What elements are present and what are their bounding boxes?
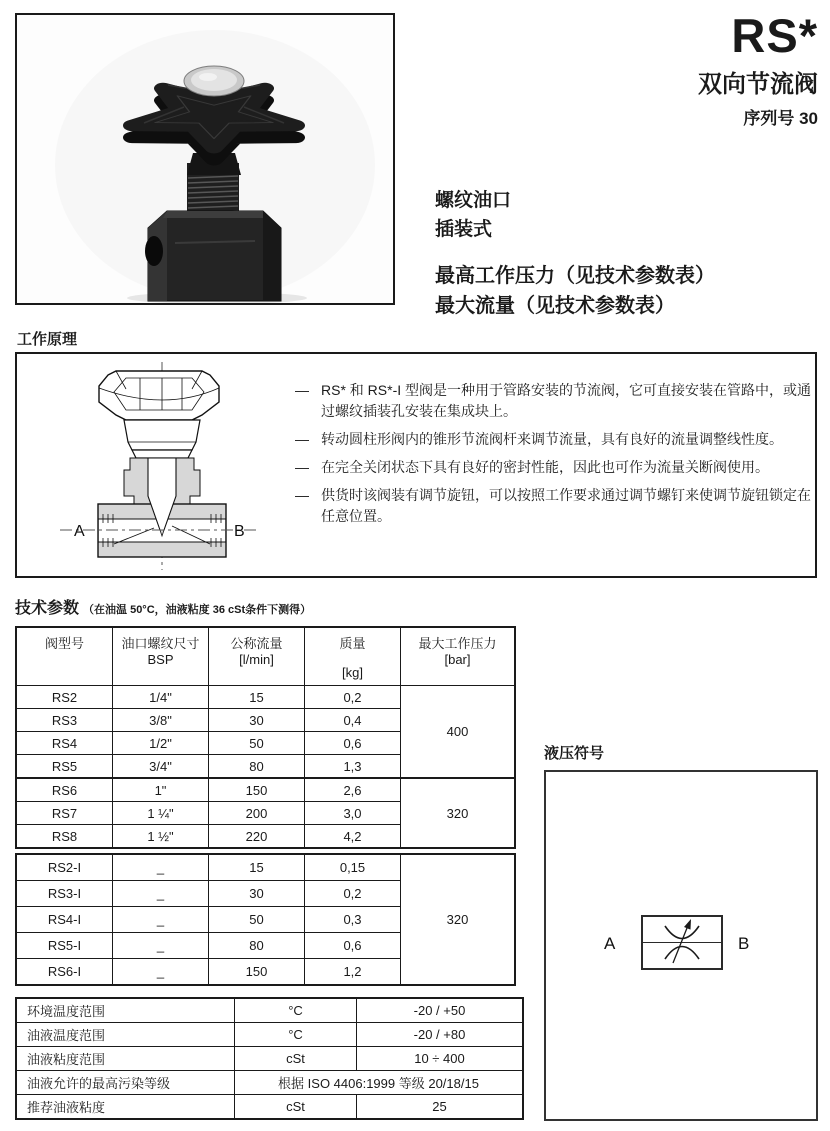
table-row: RS6-I _ 150 1,2 [16, 959, 515, 986]
symbol-port-b-label: B [738, 934, 750, 953]
table-row: RS7 1 ¼" 200 3,0 [16, 802, 515, 825]
tech-params-condition-note: （在油温 50°C，油液粘度 36 cSt条件下测得） [83, 604, 312, 616]
hydraulic-symbol-heading: 液压符号 [544, 745, 605, 762]
bullet-text: 在完全关闭状态下具有良好的密封性能，因此也可作为流量关断阀使用。 [321, 459, 769, 475]
bullet-dash: — [295, 459, 309, 475]
tech-params-heading [15, 595, 311, 618]
col-header-flow: 公称流量 [l/min] [209, 627, 305, 686]
bullet-text: 转动圆柱形阀内的锥形节流阀杆来调节流量，具有良好的流量调整线性度。 [321, 431, 783, 447]
page-title: RS* [731, 9, 818, 62]
table-row: RS5 3/4" 80 1,3 [16, 755, 515, 779]
working-principle-bullets [295, 380, 817, 534]
intro-mount-type: 插装式 [435, 219, 493, 240]
pressure-320-cell: 320 [401, 854, 516, 985]
hydraulic-symbol-section [544, 770, 818, 1121]
throttle-valve-symbol [546, 772, 816, 1119]
product-photo-frame [15, 13, 395, 305]
table-row: 推荐油液粘度 cSt 25 [16, 1095, 523, 1120]
table-row: RS8 1 ½" 220 4,2 [16, 825, 515, 849]
table-row: RS4-I _ 50 0,3 [16, 907, 515, 933]
bullet-item [295, 485, 817, 527]
product-name: 双向节流阀 [698, 71, 818, 98]
col-header-bsp: 油口螺纹尺寸 BSP [113, 627, 209, 686]
col-header-mass: 质量 [kg] [305, 627, 401, 686]
series-label: 序列号 30 [743, 109, 818, 128]
diagram-port-a-label: A [74, 523, 85, 540]
col-header-pressure: 最大工作压力 [bar] [401, 627, 516, 686]
table-row: RS3-I _ 30 0,2 [16, 881, 515, 907]
conditions-table [15, 997, 524, 1120]
pressure-400-cell: 400 [401, 686, 516, 779]
tech-params-table-cartridge [15, 853, 516, 986]
tech-params-table-threaded [15, 626, 516, 849]
table-row: 环境温度范围 °C -20 / +50 [16, 998, 523, 1023]
contamination-class-cell: 根据 ISO 4406:1999 等级 20/18/15 [235, 1071, 524, 1095]
working-principle-section [15, 352, 817, 578]
table-row: 油液温度范围 °C -20 / +80 [16, 1023, 523, 1047]
table-row: RS4 1/2" 50 0,6 [16, 732, 515, 755]
bullet-dash: — [295, 487, 309, 503]
valve-cross-section-diagram [52, 358, 277, 573]
table-row: 油液允许的最高污染等级 根据 ISO 4406:1999 等级 20/18/15 [16, 1071, 523, 1095]
bullet-item [295, 429, 817, 450]
symbol-port-a-label: A [604, 934, 616, 953]
bullet-item [295, 457, 817, 478]
tech-params-title: 技术参数 [15, 600, 80, 617]
table-row: RS2 1/4" 15 0,2 400 [16, 686, 515, 709]
pressure-320-cell: 320 [401, 778, 516, 848]
title-block [698, 9, 818, 129]
intro-port-type: 螺纹油口 [435, 190, 512, 211]
bullet-text: 供货时该阀装有调节旋钮，可以按照工作要求通过调节螺钉来使调节旋钮锁定在任意位置。 [321, 487, 811, 524]
table-row: RS2-I _ 15 0,15 320 [16, 854, 515, 881]
table-row: RS3 3/8" 30 0,4 [16, 709, 515, 732]
table-row: RS5-I _ 80 0,6 [16, 933, 515, 959]
bullet-item [295, 380, 817, 422]
table-row: 油液粘度范围 cSt 10 ÷ 400 [16, 1047, 523, 1071]
valve-photo-image [17, 15, 393, 303]
table-header-row [16, 627, 515, 686]
col-header-model: 阀型号 [16, 627, 113, 686]
bullet-text: RS* 和 RS*-I 型阀是一种用于管路安装的节流阀，它可直接安装在管路中，或通过螺纹插装孔安装在集成块上。 [321, 382, 812, 419]
intro-max-pressure: 最高工作压力（见技术参数表） [435, 265, 715, 287]
intro-max-flow: 最大流量（见技术参数表） [435, 295, 675, 317]
bullet-dash: — [295, 382, 309, 398]
intro-block [435, 186, 715, 321]
bullet-dash: — [295, 431, 309, 447]
table-row: RS6 1" 150 2,6 320 [16, 778, 515, 802]
diagram-port-b-label: B [234, 523, 245, 540]
working-principle-heading: 工作原理 [17, 331, 78, 348]
